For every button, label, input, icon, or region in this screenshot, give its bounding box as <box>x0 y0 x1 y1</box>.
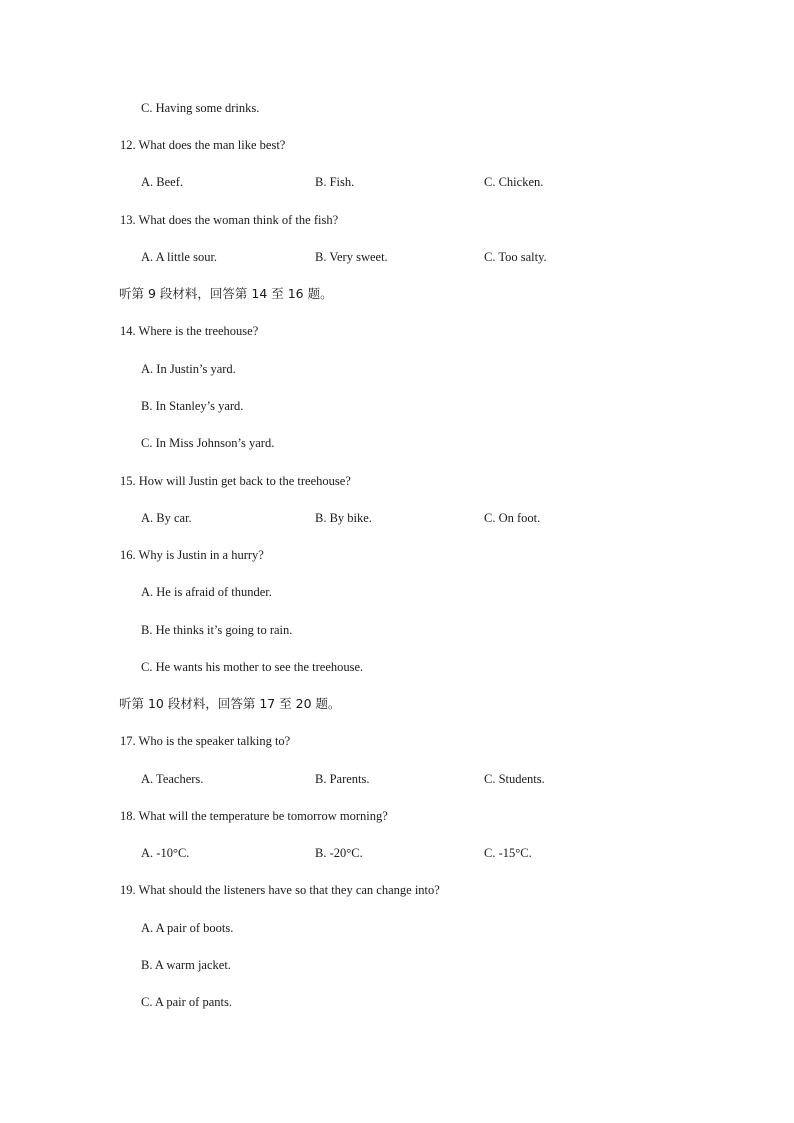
option-15-a: A. By car. <box>141 511 192 525</box>
question-17: 17. Who is the speaker talking to? <box>120 734 291 748</box>
option-17-a: A. Teachers. <box>141 772 204 786</box>
option-19-c: C. A pair of pants. <box>141 995 232 1009</box>
option-17-c: C. Students. <box>484 772 545 786</box>
option-15-c: C. On foot. <box>484 511 541 525</box>
option-19-a: A. A pair of boots. <box>141 921 234 935</box>
option-12-c: C. Chicken. <box>484 175 544 189</box>
question-13: 13. What does the woman think of the fish? <box>120 213 339 227</box>
option-12-b: B. Fish. <box>315 175 355 189</box>
section-heading-9: 听第 9 段材料，回答第 14 至 16 题。 <box>119 286 333 301</box>
question-19: 19. What should the listeners have so that they can change into? <box>120 883 440 897</box>
option-16-a: A. He is afraid of thunder. <box>141 585 272 599</box>
option-17-b: B. Parents. <box>315 772 370 786</box>
option-13-c: C. Too salty. <box>484 250 547 264</box>
option-12-a: A. Beef. <box>141 175 183 189</box>
question-14: 14. Where is the treehouse? <box>120 324 259 338</box>
question-15: 15. How will Justin get back to the treehouse? <box>120 474 351 488</box>
question-16: 16. Why is Justin in a hurry? <box>120 548 264 562</box>
option-14-b: B. In Stanley’s yard. <box>141 399 244 413</box>
question-18: 18. What will the temperature be tomorrow morning? <box>120 809 388 823</box>
option-16-c: C. He wants his mother to see the treehouse. <box>141 660 364 674</box>
option-15-b: B. By bike. <box>315 511 372 525</box>
option-13-b: B. Very sweet. <box>315 250 388 264</box>
option-13-a: A. A little sour. <box>141 250 218 264</box>
option-14-c: C. In Miss Johnson’s yard. <box>141 436 275 450</box>
option-18-b: B. -20°C. <box>315 846 363 860</box>
option-14-a: A. In Justin’s yard. <box>141 362 236 376</box>
question-12: 12. What does the man like best? <box>120 138 286 152</box>
option-19-b: B. A warm jacket. <box>141 958 231 972</box>
option-18-c: C. -15°C. <box>484 846 532 860</box>
option-16-b: B. He thinks it’s going to rain. <box>141 623 293 637</box>
option-11-c: C. Having some drinks. <box>141 101 260 115</box>
section-heading-10: 听第 10 段材料，回答第 17 至 20 题。 <box>119 696 341 711</box>
option-18-a: A. -10°C. <box>141 846 190 860</box>
